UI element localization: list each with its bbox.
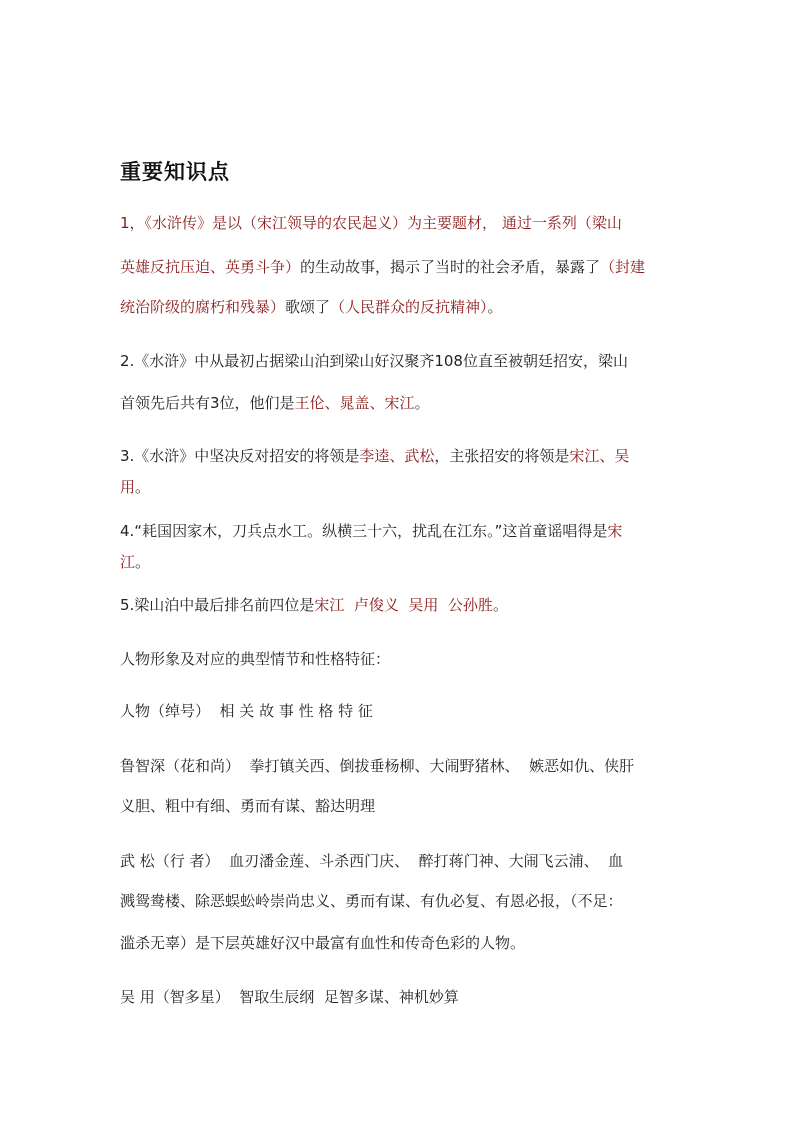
text-run: 5.梁山泊中最后排名前四位是: [120, 596, 315, 614]
p2-line1: 2.《水浒》中从最初占据梁山泊到梁山好汉聚齐108位直至被朝廷招安，梁山: [120, 352, 628, 370]
p3-line2: [120, 476, 680, 498]
text-run: 首领先后共有3位，他们是: [120, 394, 295, 412]
text-run: 宋: [607, 522, 623, 540]
text-run: 英雄反抗压迫、英勇斗争）: [120, 258, 301, 276]
p1-line1: [120, 212, 680, 234]
text-run: 3.《水浒》中坚决反对招安的将领是: [120, 447, 360, 465]
text-run: 。: [135, 478, 151, 496]
text-run: 。: [135, 553, 151, 571]
text-run: 1，: [120, 214, 145, 232]
text-run: 的生动故事，揭示了当时的社会矛盾，暴露了: [300, 258, 601, 276]
text-run: 。: [487, 298, 503, 316]
p4-line1: [120, 520, 680, 542]
p2-line2: [120, 392, 680, 414]
text-run: ，主张招安的将领是: [434, 447, 570, 465]
wu-song-line3: 滥杀无辜）是下层英雄好汉中最富有血性和传奇色彩的人物。: [120, 934, 526, 952]
wu-song-line2: 溅鸳鸯楼、除恶蜈蚣岭崇尚忠义、勇而有谋、有仇必复、有恩必报，（不足：: [120, 892, 623, 910]
text-run: 。: [492, 596, 508, 614]
p1-line3: [120, 296, 680, 318]
wu-yong-line: 吴 用（智多星） 智取生辰纲 足智多谋、神机妙算: [120, 988, 459, 1006]
table-header: 人物（绰号） 相 关 故 事 性 格 特 征: [120, 702, 373, 720]
wu-song-line1: 武 松（行 者） 血刃潘金莲、斗杀西门庆、 醉打蒋门神、大闹飞云浦、 血: [120, 852, 624, 870]
text-run: 王伦、晁盖、宋江: [294, 394, 415, 412]
text-run: 歌颂了: [285, 298, 331, 316]
text-run: 。: [414, 394, 430, 412]
text-run: 宋江 卢俊义 吴用 公孙胜: [314, 596, 493, 614]
p5-line: [120, 594, 680, 616]
text-run: 用: [120, 478, 136, 496]
text-run: （人民群众的反抗精神）: [330, 298, 488, 316]
p3-line1: [120, 445, 680, 467]
p4-line2: [120, 551, 680, 573]
p1-line2: [120, 256, 680, 278]
lu-zhishen-line1: 鲁智深（花和尚） 拳打镇关西、倒拔垂杨柳、大闹野猪林、 嫉恶如仇、侠肝: [120, 757, 635, 775]
text-run: 李逵、武松: [359, 447, 435, 465]
lu-zhishen-line2: 义胆、粗中有细、勇而有谋、豁达明理: [120, 797, 376, 815]
text-run: 《水浒传》是以（宋江领导的农民起义）为主要题材，: [144, 214, 498, 232]
characters-intro: 人物形象及对应的典型情节和性格特征：: [120, 650, 391, 668]
page-title: 重要知识点: [120, 159, 230, 184]
text-run: 宋江、吴: [569, 447, 630, 465]
text-run: 4.“耗国因家木，刀兵点水工。纵横三十六，扰乱在江东。”这首童谣唱得是: [120, 522, 608, 540]
text-run: 江: [120, 553, 136, 571]
text-run: 通过一系列（梁山: [497, 214, 622, 232]
text-run: 统治阶级的腐朽和残暴）: [120, 298, 286, 316]
text-run: （封建: [600, 258, 646, 276]
